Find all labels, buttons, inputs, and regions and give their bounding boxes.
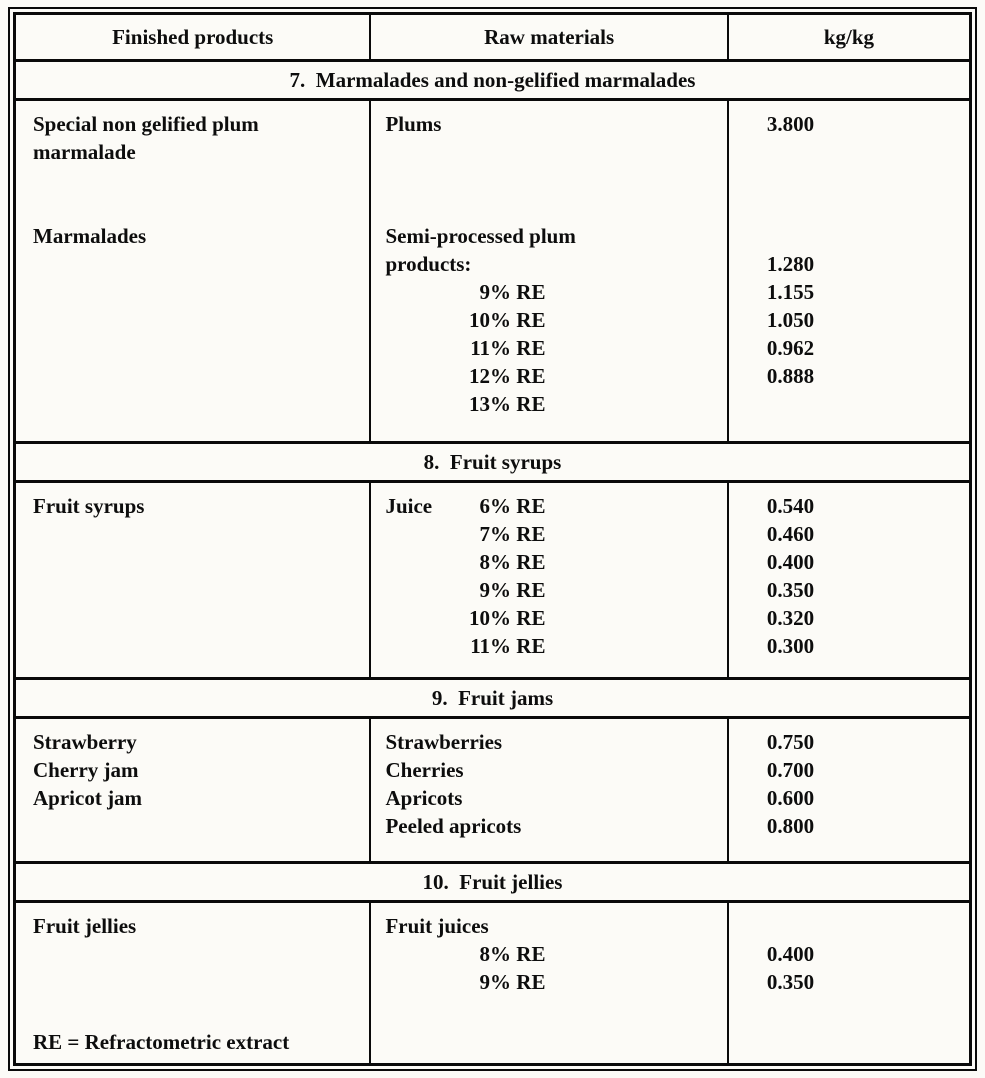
section-9-title: 9. Fruit jams [431,685,554,710]
kg-ratio: 0.320 [766,606,815,630]
re-percentage: 8% RE [479,942,546,966]
re-percentage: 8% RE [479,550,546,574]
blank-line [767,194,969,222]
re-percentage: 11% RE [470,336,546,360]
kg-ratio: 0.800 [766,814,815,838]
header-finished-products [16,15,371,59]
raw-material: Semi-processed plum [385,224,576,248]
kg-ratio: 0.540 [766,494,815,518]
section-9-raw-column [371,719,728,861]
section-7-raw-column [371,101,728,441]
raw-material [385,604,726,632]
conversion-table [13,12,972,1066]
raw-material [385,576,726,604]
re-percentage: 12% RE [469,364,546,388]
raw-material [385,632,726,660]
section-8-body [16,483,969,677]
section-8-raw-column [371,483,728,677]
section-10-raw-column [371,903,728,1063]
header-raw-materials [371,15,728,59]
kg-ratio: 0.962 [766,336,815,360]
kg-ratio: 0.400 [766,942,815,966]
re-percentage: 9% RE [479,280,546,304]
finished-product: Special non gelified plum [33,112,259,136]
raw-material [385,306,726,334]
raw-material: Apricots [385,786,463,810]
header-kg-per-kg-label: kg/kg [823,24,875,49]
raw-material: products: [385,252,472,276]
re-percentage: 11% RE [470,634,546,658]
section-9-body [16,719,969,861]
raw-material: Fruit juices [385,914,489,938]
blank-line [33,166,369,194]
header-kg-per-kg [729,15,969,59]
kg-ratio: 1.280 [766,252,815,276]
finished-product: Marmalades [33,224,147,248]
kg-ratio: 1.155 [766,280,815,304]
section-9-heading [16,677,969,719]
section-7-heading [16,59,969,101]
re-footnote: RE = Refractometric extract [33,1030,290,1054]
raw-material: Plums [385,112,442,136]
kg-ratio: 0.460 [766,522,815,546]
raw-material: Cherries [385,758,464,782]
kg-ratio: 0.600 [766,786,815,810]
finished-product: marmalade [33,140,136,164]
raw-material [385,968,726,996]
finished-product: Strawberry [33,730,137,754]
kg-ratio: 0.888 [766,364,815,388]
kg-ratio: 1.050 [766,308,815,332]
raw-material [385,278,726,306]
blank-line [767,166,969,194]
finished-product: Fruit jellies [33,914,137,938]
section-9-ratio-column [729,719,969,861]
kg-ratio: 0.750 [766,730,815,754]
re-percentage: 10% RE [469,606,546,630]
raw-material [385,362,726,390]
re-percentage: 13% RE [469,392,546,416]
blank-line [385,138,726,166]
blank-line [385,194,726,222]
re-percentage: 7% RE [479,522,546,546]
section-7-ratio-column [729,101,969,441]
kg-ratio: 0.400 [766,550,815,574]
raw-material [385,492,726,520]
section-10-heading [16,861,969,903]
section-7-body [16,101,969,441]
juice-label: Juice [385,494,433,518]
blank-line [767,222,969,250]
kg-ratio: 3.800 [766,112,815,136]
raw-material: Peeled apricots [385,814,522,838]
section-8-finished-column [16,483,371,677]
raw-material [385,940,726,968]
finished-product: Apricot jam [33,786,143,810]
finished-product: Cherry jam [33,758,139,782]
kg-ratio: 0.350 [766,578,815,602]
re-percentage: 6% RE [479,494,546,518]
section-8-title: 8. Fruit syrups [423,449,562,474]
re-percentage: 10% RE [469,308,546,332]
kg-ratio: 0.350 [766,970,815,994]
section-9-finished-column [16,719,371,861]
table-outer-frame [8,7,977,1071]
finished-product: Fruit syrups [33,494,145,518]
section-10-finished-column [16,903,371,1063]
raw-material [385,520,726,548]
table-header-row [16,15,969,59]
re-percentage: 9% RE [479,970,546,994]
section-10-title: 10. Fruit jellies [422,869,563,894]
blank-line [385,166,726,194]
blank-line [767,912,969,940]
header-raw-materials-label: Raw materials [484,24,615,49]
section-8-ratio-column [729,483,969,677]
section-10-body [16,903,969,1063]
raw-material [385,390,726,418]
raw-material [385,548,726,576]
re-percentage: 9% RE [479,578,546,602]
kg-ratio: 0.700 [766,758,815,782]
blank-line [33,194,369,222]
blank-line [767,138,969,166]
section-10-ratio-column [729,903,969,1063]
raw-material [385,334,726,362]
kg-ratio: 0.300 [766,634,815,658]
header-finished-products-label: Finished products [112,24,274,49]
raw-material: Strawberries [385,730,503,754]
section-7-finished-column [16,101,371,441]
section-8-heading [16,441,969,483]
section-7-title: 7. Marmalades and non-gelified marmalades [289,67,696,92]
